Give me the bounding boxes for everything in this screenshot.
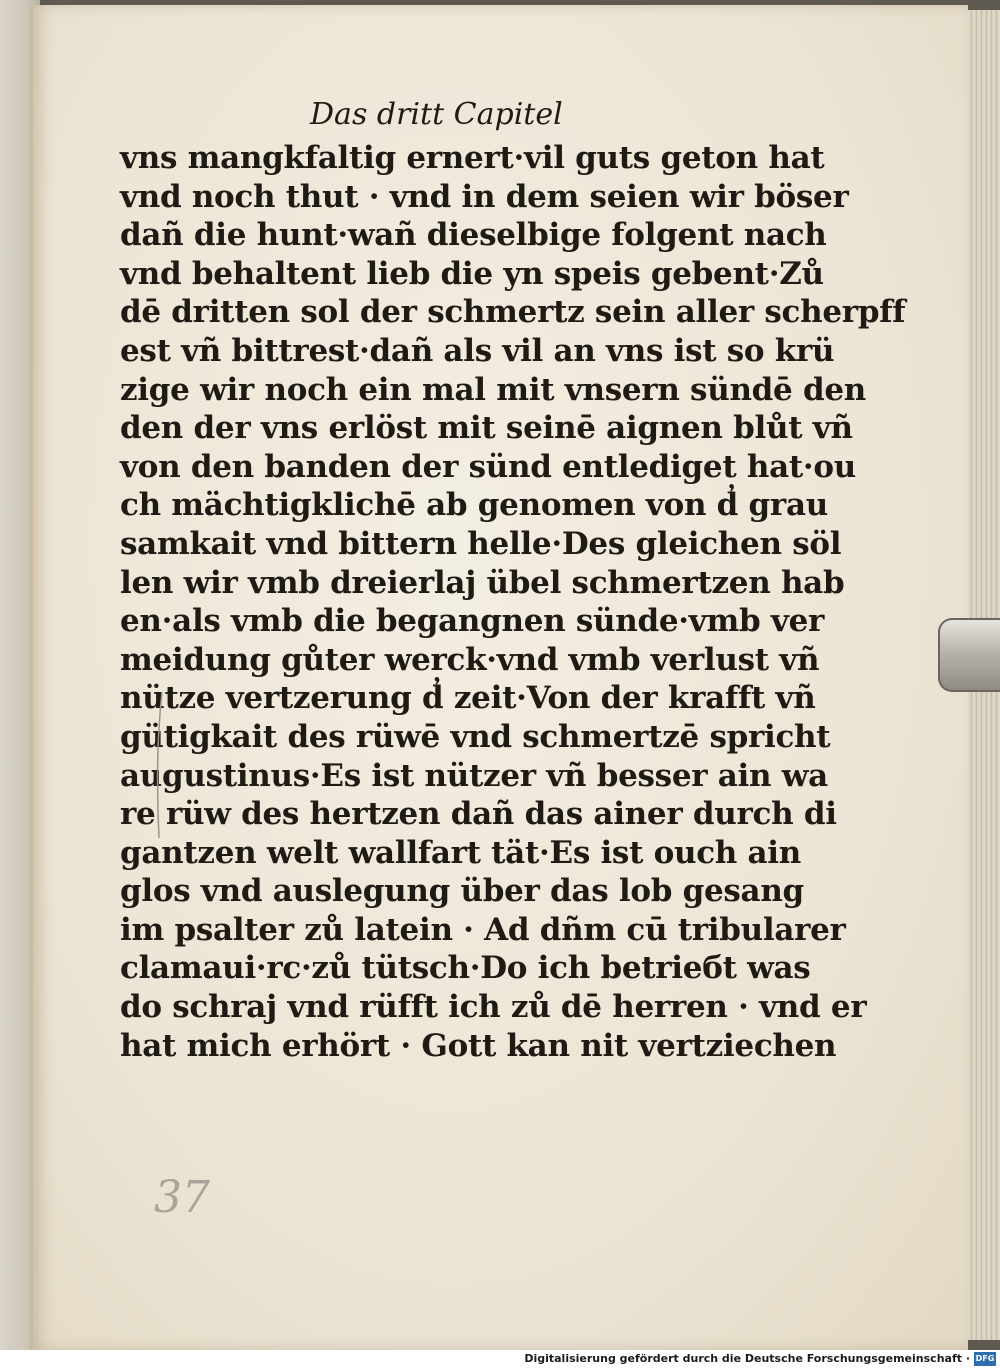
dfg-logo: DFG	[974, 1352, 996, 1366]
text-line: glos vnd auslegung über das lob gesang	[120, 873, 804, 910]
text-line: len wir vmb dreierlaj übel schmertzen hab	[120, 564, 845, 601]
text-line: gantzen welt wallfart tät·Es ist ouch ain	[120, 834, 802, 871]
text-line: augustinus·Es ist nützer vñ besser ain wa	[120, 757, 828, 794]
pencil-margin-mark	[150, 690, 170, 840]
text-line: meidung gůter werck·vnd vmb verlust vñ	[120, 641, 820, 678]
text-line: en·als vmb die begangnen sünde·vmb ver	[120, 603, 825, 640]
text-line: re rüw des hertzen dañ das ainer durch di	[120, 796, 837, 833]
text-line: vns mangkfaltig ernert·vil guts geton hat	[120, 140, 825, 176]
footer-credit: Digitalisierung gefördert durch die Deutsche Forschungsgemeinschaft ·	[524, 1352, 970, 1365]
text-line: dañ die hunt·wañ dieselbige folgent nach	[120, 217, 827, 254]
text-line: do schraj vnd rüfft ich zů dē herren · vnd er	[120, 989, 867, 1026]
text-line: est vñ bittrest·dañ als vil an vns ist so krü	[120, 332, 835, 369]
text-line: clamaui·rc·zů tütsch·Do ich betrieбt was	[120, 950, 811, 987]
text-line: vnd behaltent lieb die yn speis gebent·Zů	[120, 255, 824, 292]
text-line: ch mächtigklichē ab genomen von d̓ grau	[120, 487, 828, 524]
text-line: samkait vnd bittern helle·Des gleichen söl	[120, 525, 842, 562]
text-line: dē dritten sol der schmertz sein aller scherpff	[120, 294, 906, 331]
text-line: im psalter zů latein · Ad dñm cū tribularer	[120, 911, 846, 948]
text-line: gütigkait des rüwē vnd schmertzē spricht	[120, 718, 831, 755]
pencil-note-text: 37	[154, 1172, 210, 1223]
text-line: nütze vertzerung d̓ zeit·Von der krafft vñ	[120, 680, 816, 717]
text-block	[120, 97, 906, 1065]
text-line: hat mich erhört · Gott kan nit vertziechen	[120, 1027, 837, 1064]
text-line: vnd noch thut · vnd in dem seien wir böser	[120, 178, 849, 215]
book-clasp	[938, 618, 1000, 692]
text-line: von den banden der sünd entlediget hat·ou	[120, 448, 856, 485]
page-header: Das dritt Capitel	[310, 97, 563, 132]
text-line: den der vns erlöst mit seinē aignen blůt vñ	[120, 410, 853, 447]
text-lines	[120, 139, 906, 1065]
pencil-folio-number	[150, 1160, 240, 1230]
text-line: zige wir noch ein mal mit vnsern sündē den	[120, 371, 867, 408]
